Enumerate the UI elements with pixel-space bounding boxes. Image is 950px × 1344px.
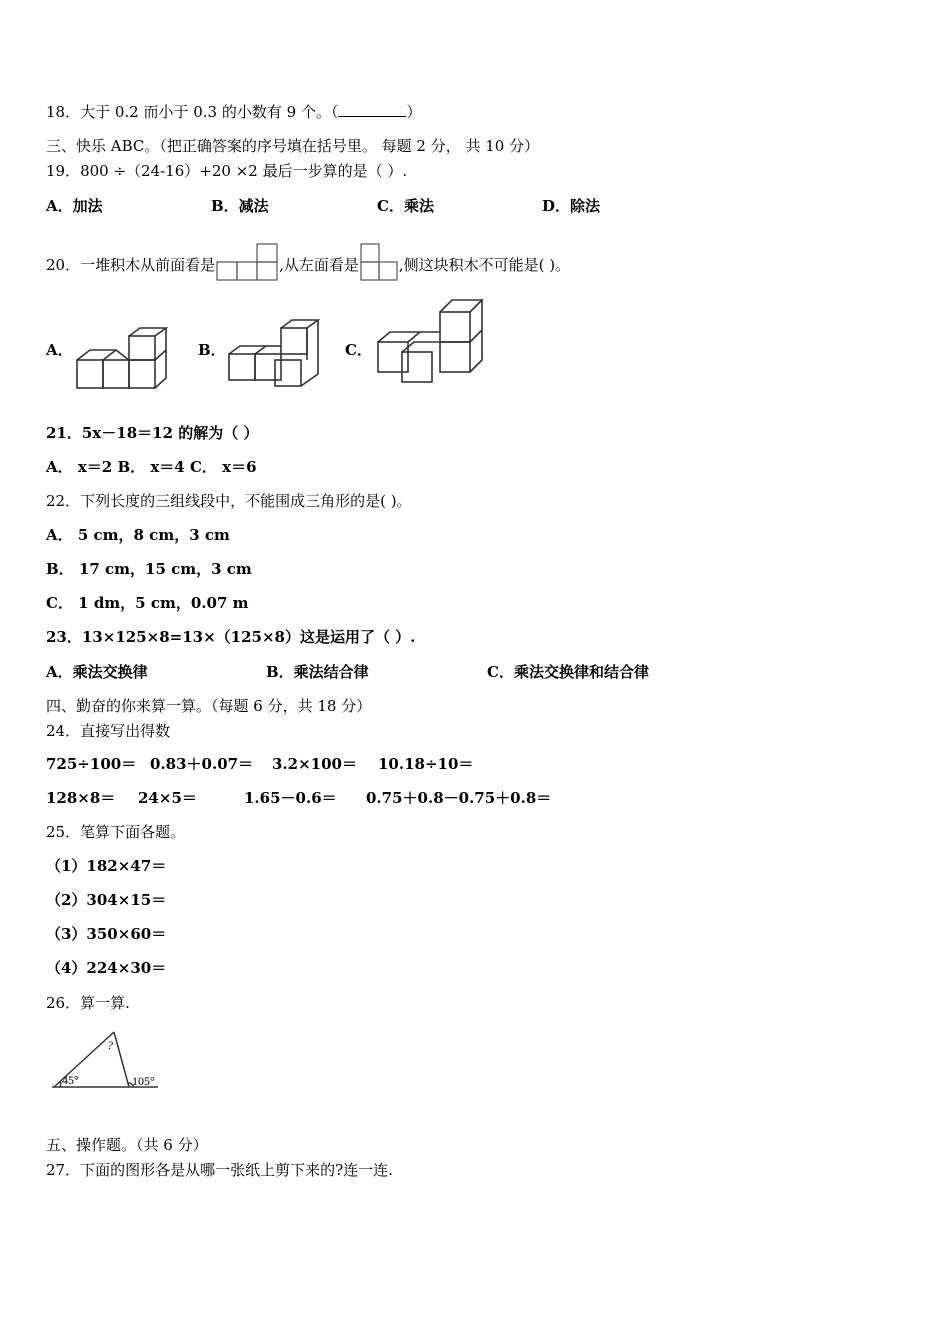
question-26: 26．算一算.: [46, 994, 130, 1012]
q20-option-c-label: C．: [345, 341, 372, 359]
question-21: 21．5x－18＝12 的解为（ ）: [46, 424, 259, 442]
section-3-heading: 三、快乐 ABC。（把正确答案的序号填在括号里。 每题 2 分， 共 10 分）: [46, 137, 540, 155]
calc-item: 24×5＝: [138, 789, 197, 807]
q23-option-a: A．乘法交换律: [46, 663, 148, 681]
section-5-heading: 五、操作题。（共 6 分）: [46, 1136, 208, 1154]
question-18: [46, 102, 421, 122]
section-4-heading: 四、勤奋的你来算一算。（每题 6 分，共 18 分）: [46, 697, 372, 715]
question-20-part1: 20．一堆积木从前面看是: [46, 256, 216, 274]
q22-option-a: A． 5 cm，8 cm，3 cm: [46, 526, 230, 544]
calc-item: 1.65－0.6＝: [244, 789, 337, 807]
q25-item-3: （3）350×60＝: [46, 925, 167, 943]
calc-item: 725÷100＝: [46, 755, 137, 773]
q19-option-c: C．乘法: [377, 197, 434, 215]
answer-blank[interactable]: [338, 102, 406, 117]
q20-option-b-label: B．: [198, 341, 226, 359]
angle-105-label: 105°: [132, 1074, 155, 1088]
q25-item-1: （1）182×47＝: [46, 857, 167, 875]
calc-item: 128×8＝: [46, 789, 116, 807]
q25-item-4: （4）224×30＝: [46, 959, 167, 977]
q21-options: A． x＝2 B． x＝4 C． x＝6: [46, 458, 257, 476]
question-19: 19．800 ÷（24-16）+20 ×2 最后一步算的是（ ）.: [46, 162, 408, 180]
question-20-part2: ,从左面看是: [279, 256, 359, 274]
triangle-diagram: [50, 1028, 166, 1092]
calc-item: 10.18÷10＝: [378, 755, 474, 773]
q23-option-b: B．乘法结合律: [266, 663, 369, 681]
question-27: 27．下面的图形各是从哪一张纸上剪下来的?连一连.: [46, 1161, 393, 1179]
q20-option-a-label: A．: [46, 341, 73, 359]
question-25: 25．笔算下面各题。: [46, 823, 186, 841]
unknown-angle-label: ?: [107, 1038, 113, 1052]
question-18-close: ）: [406, 103, 422, 121]
block-figure-a: [74, 326, 170, 392]
left-view-figure: [359, 242, 399, 282]
question-18-text: 18．大于 0.2 而小于 0.3 的小数有 9 个。（: [46, 103, 339, 121]
question-22: 22．下列长度的三组线段中，不能围成三角形的是( )。: [46, 492, 412, 510]
question-20-part3: ,侧这块积木不可能是( )。: [398, 256, 571, 274]
question-23: 23．13×125×8=13×（125×8）这是运用了（ ）.: [46, 628, 416, 646]
block-figure-c: [374, 296, 486, 384]
q19-option-b: B．减法: [211, 197, 269, 215]
question-20: [46, 242, 570, 282]
front-view-figure: [215, 242, 279, 282]
calc-item: 0.83＋0.07＝: [150, 755, 254, 773]
calc-item: 0.75＋0.8－0.75＋0.8＝: [366, 789, 552, 807]
q22-option-c: C． 1 dm，5 cm，0.07 m: [46, 594, 249, 612]
q22-option-b: B． 17 cm，15 cm，3 cm: [46, 560, 252, 578]
question-24: 24．直接写出得数: [46, 722, 171, 740]
q25-item-2: （2）304×15＝: [46, 891, 167, 909]
block-figure-b: [226, 318, 322, 388]
q19-option-d: D．除法: [542, 197, 601, 215]
calc-item: 3.2×100＝: [272, 755, 357, 773]
q19-option-a: A．加法: [46, 197, 103, 215]
q23-option-c: C．乘法交换律和结合律: [487, 663, 649, 681]
angle-45-label: 45°: [62, 1073, 79, 1087]
